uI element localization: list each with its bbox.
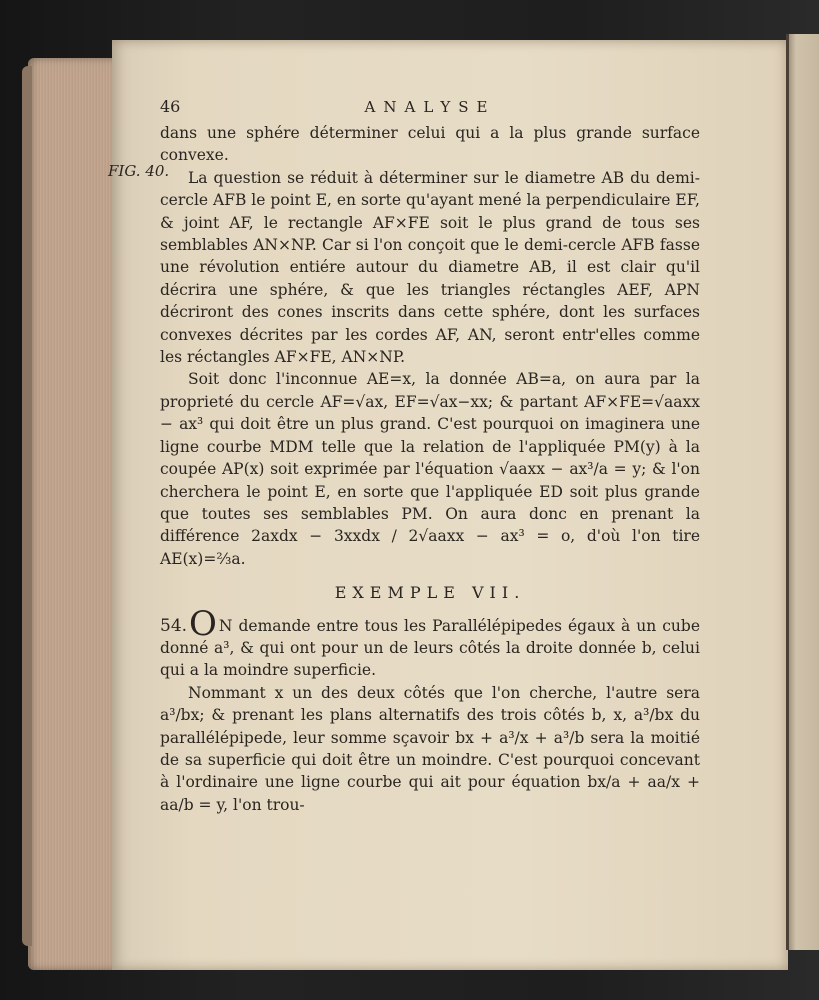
paragraph: Soit donc l'inconnue AE=x, la donnée AB=a, on aura par la proprieté du cercle AF=√ax, EF=√ax−xx; & partant AF×FE=√aaxx − ax³ qui doit être un plus grand. C'est pourquoi on imaginera une ligne courbe MDM telle que la relation de l'appliquée PM(y) à la coupée AP(x) soit exprimée par l'équation √aaxx − ax³/a = y; & l'on cherchera le point E, en sorte que l'appliquée ED soit plus grande que toutes ses semblables PM. On aura donc en prenant la différence 2axdx − 3xxdx / 2√aaxx − ax³ = o, d'où l'on tire AE(x)=⅔a. [160,370,700,568]
book-page-edges [28,58,124,970]
facing-page-edge [786,34,819,950]
paragraph-54 [160,603,700,682]
running-title: ANALYSE [364,98,496,116]
running-head [160,96,700,120]
page-number: 46 [160,97,181,116]
paragraph-text: N demande entre tous les Parallélépipedes égaux à un cube donné a³, & qui ont pour un de leurs côtés la droite donnée b, celui qui a la moindre superficie. [160,616,700,680]
paragraph: La question se réduit à déterminer sur le diametre AB du demi-cercle AFB le point E, en sorte qu'ayant mené la perpendiculaire EF, & joint AF, le rectangle AF×FE soit le plus grand de tous ses semblables AN×NP. Car si l'on conçoit que le demi-cercle AFB fasse une révolution entiére autour du diametre AB, il est clair qu'il décrira une sphére, & que les triangles réctangles AEF, APN décriront des cones inscrits dans cette sphére, dont les surfaces convexes décrites par les cordes AF, AN, seront entr'elles comme les réctangles AF×FE, AN×NP. [160,168,700,367]
drop-cap: O [189,603,217,644]
paragraph: Nommant x un des deux côtés que l'on cherche, l'autre sera a³/bx; & prenant les plans alternatifs des trois côtés b, x, a³/bx du parallélépipede, leur somme sçavoir bx + a³/x + a³/b sera la moitié de sa superficie qui doit être un moindre. C'est pourquoi concevant à l'ordinaire une ligne courbe qui ait pour équation bx/a + aa/x + aa/b = y, l'on trou- [160,683,700,814]
continuation-text: dans une sphére déterminer celui qui a la plus grande surface convexe. [160,124,700,165]
section-heading: EXEMPLE VII. [334,583,526,603]
figure-reference: FIG. 40. [108,162,170,180]
paragraph-number: 54. [160,615,188,636]
page-text [160,96,700,816]
